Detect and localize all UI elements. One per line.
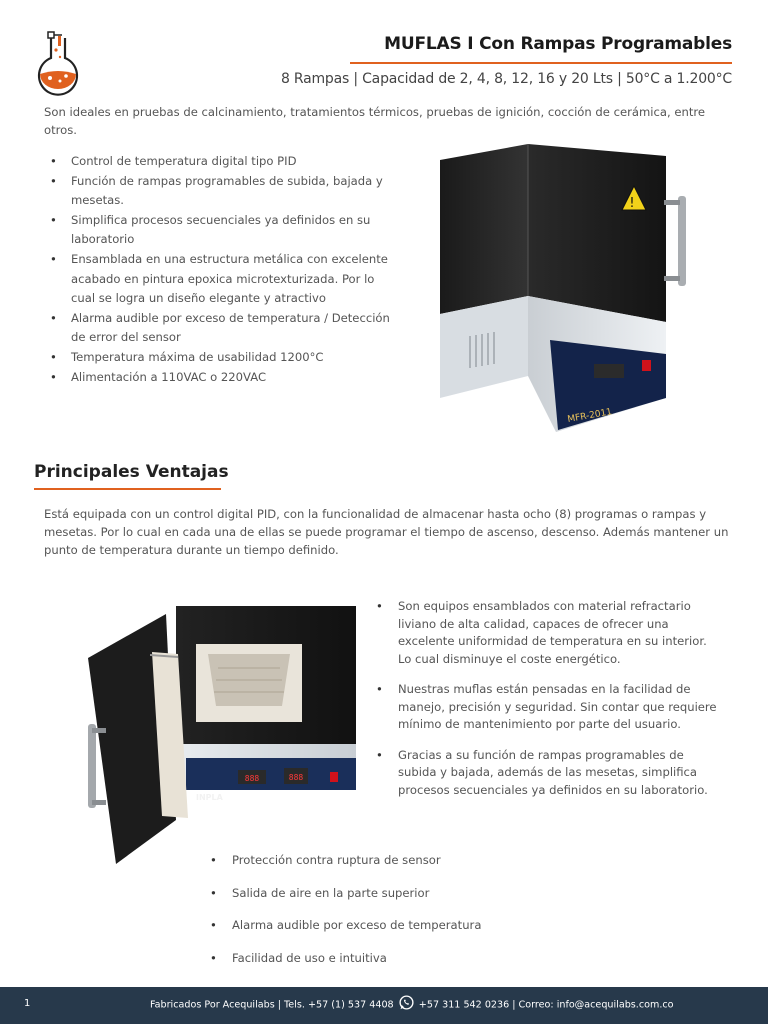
whatsapp-icon [398, 994, 415, 1011]
page-subtitle: 8 Rampas | Capacidad de 2, 4, 8, 12, 16 y 20 Lts | 50°C a 1.200°C [280, 71, 732, 87]
page-number: 1 [24, 998, 31, 1009]
intro-paragraph: Son ideales en pruebas de calcinamiento, tratamientos térmicos, pruebas de ignición, cocción de cerámica, entre otros. [44, 105, 706, 137]
svg-text:!: ! [629, 196, 635, 211]
section-title: Principales Ventajas [34, 462, 229, 482]
extras-list [210, 850, 630, 980]
list-item: • Facilidad de uso e intuitiva [210, 948, 630, 981]
model-badge: MFR-2011 [566, 407, 613, 425]
footer-contact-phones: Fabricados Por Acequilabs | Tels. +57 (1) 537 4408 [150, 999, 394, 1011]
list-item: • Salida de aire en la parte superior [210, 883, 630, 916]
advantages-list [376, 598, 722, 812]
product-photo-open-furnace [78, 594, 368, 884]
footer-bar [0, 987, 768, 1024]
product-photo-closed-furnace [408, 136, 732, 436]
flask-logo-icon [30, 30, 86, 96]
list-item: • Ensamblada en una estructura metálica con excelente acabado en pintura epoxica microtexturizada. Por lo cual se logra un diseño elegante y atractivo [50, 250, 395, 309]
footer-contact [150, 998, 674, 1011]
svg-text:INPLA: INPLA [196, 793, 223, 802]
footer-contact-email: +57 311 542 0236 | Correo: info@acequilabs.com.co [418, 999, 674, 1011]
section-divider [34, 488, 221, 490]
list-item: • Alarma audible por exceso de temperatura / Detección de error del sensor [50, 309, 395, 348]
title-divider [350, 62, 732, 64]
list-item: • Temperatura máxima de usabilidad 1200°C [50, 348, 395, 368]
list-item: • Función de rampas programables de subida, bajada y mesetas. [50, 172, 395, 211]
list-item: • Gracias a su función de rampas programables de subida y bajada, además de las mesetas, simplifica procesos secuenciales ya definidos en su laboratorio. [376, 747, 722, 800]
list-item: • Nuestras muflas están pensadas en la facilidad de manejo, precisión y seguridad. Sin contar que requiere mínimo de mantenimiento por parte del usuario. [376, 681, 722, 734]
list-item: • Alarma audible por exceso de temperatura [210, 915, 630, 948]
features-list [50, 152, 395, 387]
advantages-paragraph: Está equipada con un control digital PID, con la funcionalidad de almacenar hasta ocho (8) programas o rampas y mesetas. Por lo cual en cada una de ellas se puede programar el tiempo de ascenso, descenso. Además mantener un punto de temperatura durante un tiempo definido. [44, 507, 729, 557]
page-title: MUFLAS I Con Rampas Programables [384, 34, 732, 54]
svg-text:888: 888 [244, 774, 260, 783]
list-item: • Simplifica procesos secuenciales ya definidos en su laboratorio [50, 211, 395, 250]
list-item: • Alimentación a 110VAC o 220VAC [50, 368, 395, 388]
list-item: • Protección contra ruptura de sensor [210, 850, 630, 883]
svg-text:888: 888 [288, 773, 304, 782]
list-item: • Control de temperatura digital tipo PID [50, 152, 395, 172]
list-item: • Son equipos ensamblados con material refractario liviano de alta calidad, capaces de ofrecer una excelente uniformidad de temperatura en su interior. Lo cual disminuye el coste energético. [376, 598, 722, 668]
